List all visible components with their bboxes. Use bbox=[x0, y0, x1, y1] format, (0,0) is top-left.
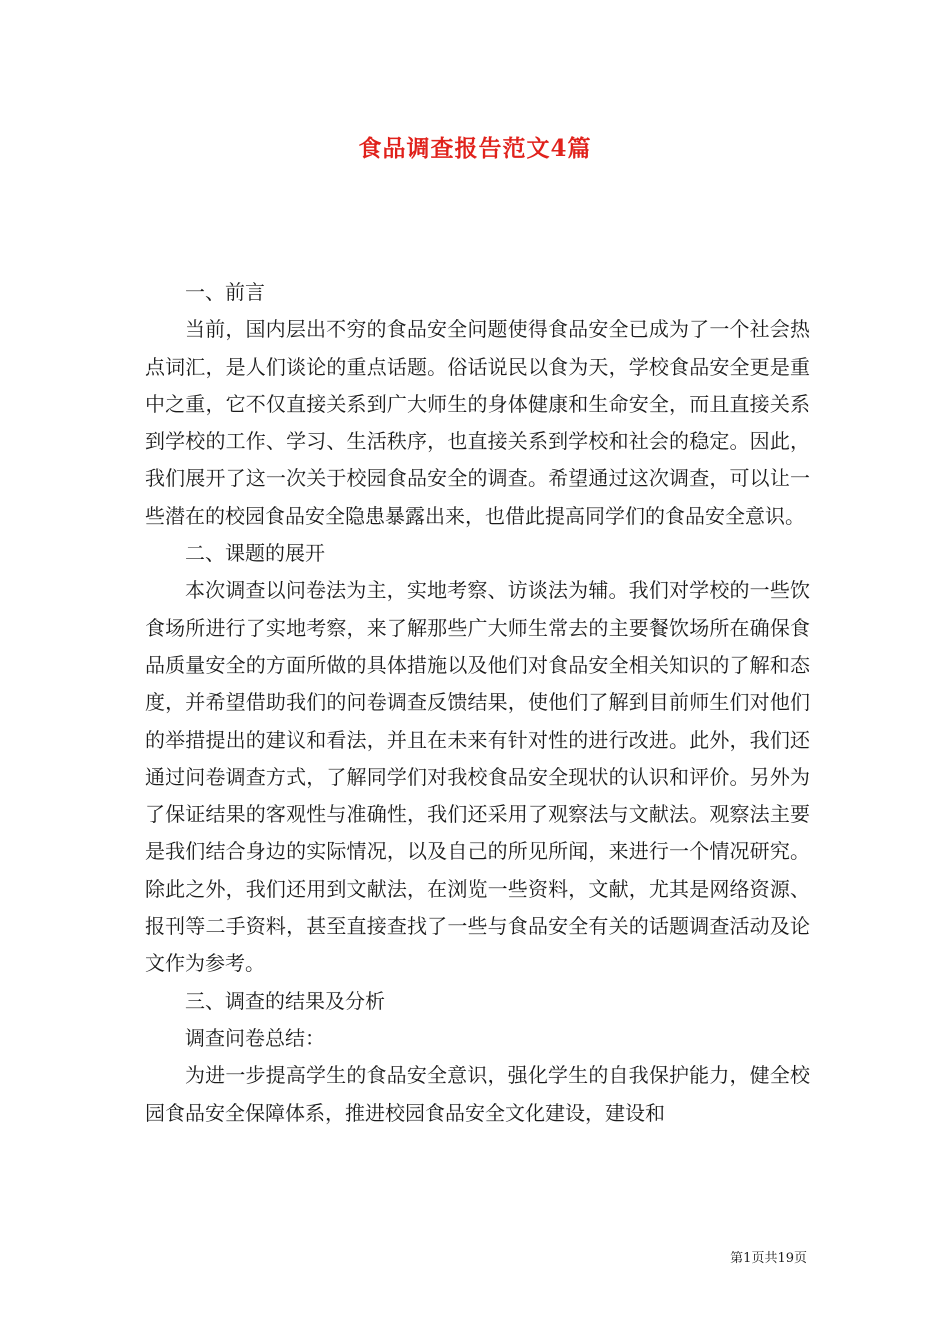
paragraph-topic: 本次调查以问卷法为主，实地考察、访谈法为辅。我们对学校的一些饮食场所进行了实地考察，来了解那些广大师生常去的主要餐饮场所在确保食品质量安全的方面所做的具体措施以及他们对食品安全相关知识的了解和态度，并希望借助我们的问卷调查反馈结果，使他们了解到目前师生们对他们的举措提出的建议和看法，并且在未来有针对性的进行改进。此外，我们还通过问卷调查方式，了解同学们对我校食品安全现状的认识和评价。另外为了保证结果的客观性与准确性，我们还采用了观察法与文献法。观察法主要是我们结合身边的实际情况，以及自己的所见所闻，来进行一个情况研究。除此之外，我们还用到文献法，在浏览一些资料，文献，尤其是网络资源、报刊等二手资料，甚至直接查找了一些与食品安全有关的话题调查活动及论文作为参考。 bbox=[145, 578, 810, 976]
paragraph-results: 为进一步提高学生的食品安全意识，强化学生的自我保护能力，健全校园食品安全保障体系，推进校园食品安全文化建设，建设和 bbox=[145, 1063, 810, 1125]
page-title: 食品调查报告范文4篇 bbox=[358, 135, 592, 162]
section-heading-topic: 二、课题的展开 bbox=[185, 541, 325, 566]
document-body bbox=[145, 274, 810, 1132]
subheading-questionnaire-summary: 调查问卷总结： bbox=[185, 1025, 325, 1050]
page-number: 第1页共19页 bbox=[730, 1251, 807, 1266]
section-heading-results: 三、调查的结果及分析 bbox=[185, 988, 385, 1013]
section-heading-preface: 一、前言 bbox=[185, 280, 265, 304]
paragraph-preface: 当前，国内层出不穷的食品安全问题使得食品安全已成为了一个社会热点词汇，是人们谈论的重点话题。俗话说民以食为天，学校食品安全更是重中之重，它不仅直接关系到广大师生的身体健康和生命安全，而且直接关系到学校的工作、学习、生活秩序，也直接关系到学校和社会的稳定。因此，我们展开了这一次关于校园食品安全的调查。希望通过这次调查，可以让一些潜在的校园食品安全隐患暴露出来，也借此提高同学们的食品安全意识。 bbox=[145, 317, 810, 528]
